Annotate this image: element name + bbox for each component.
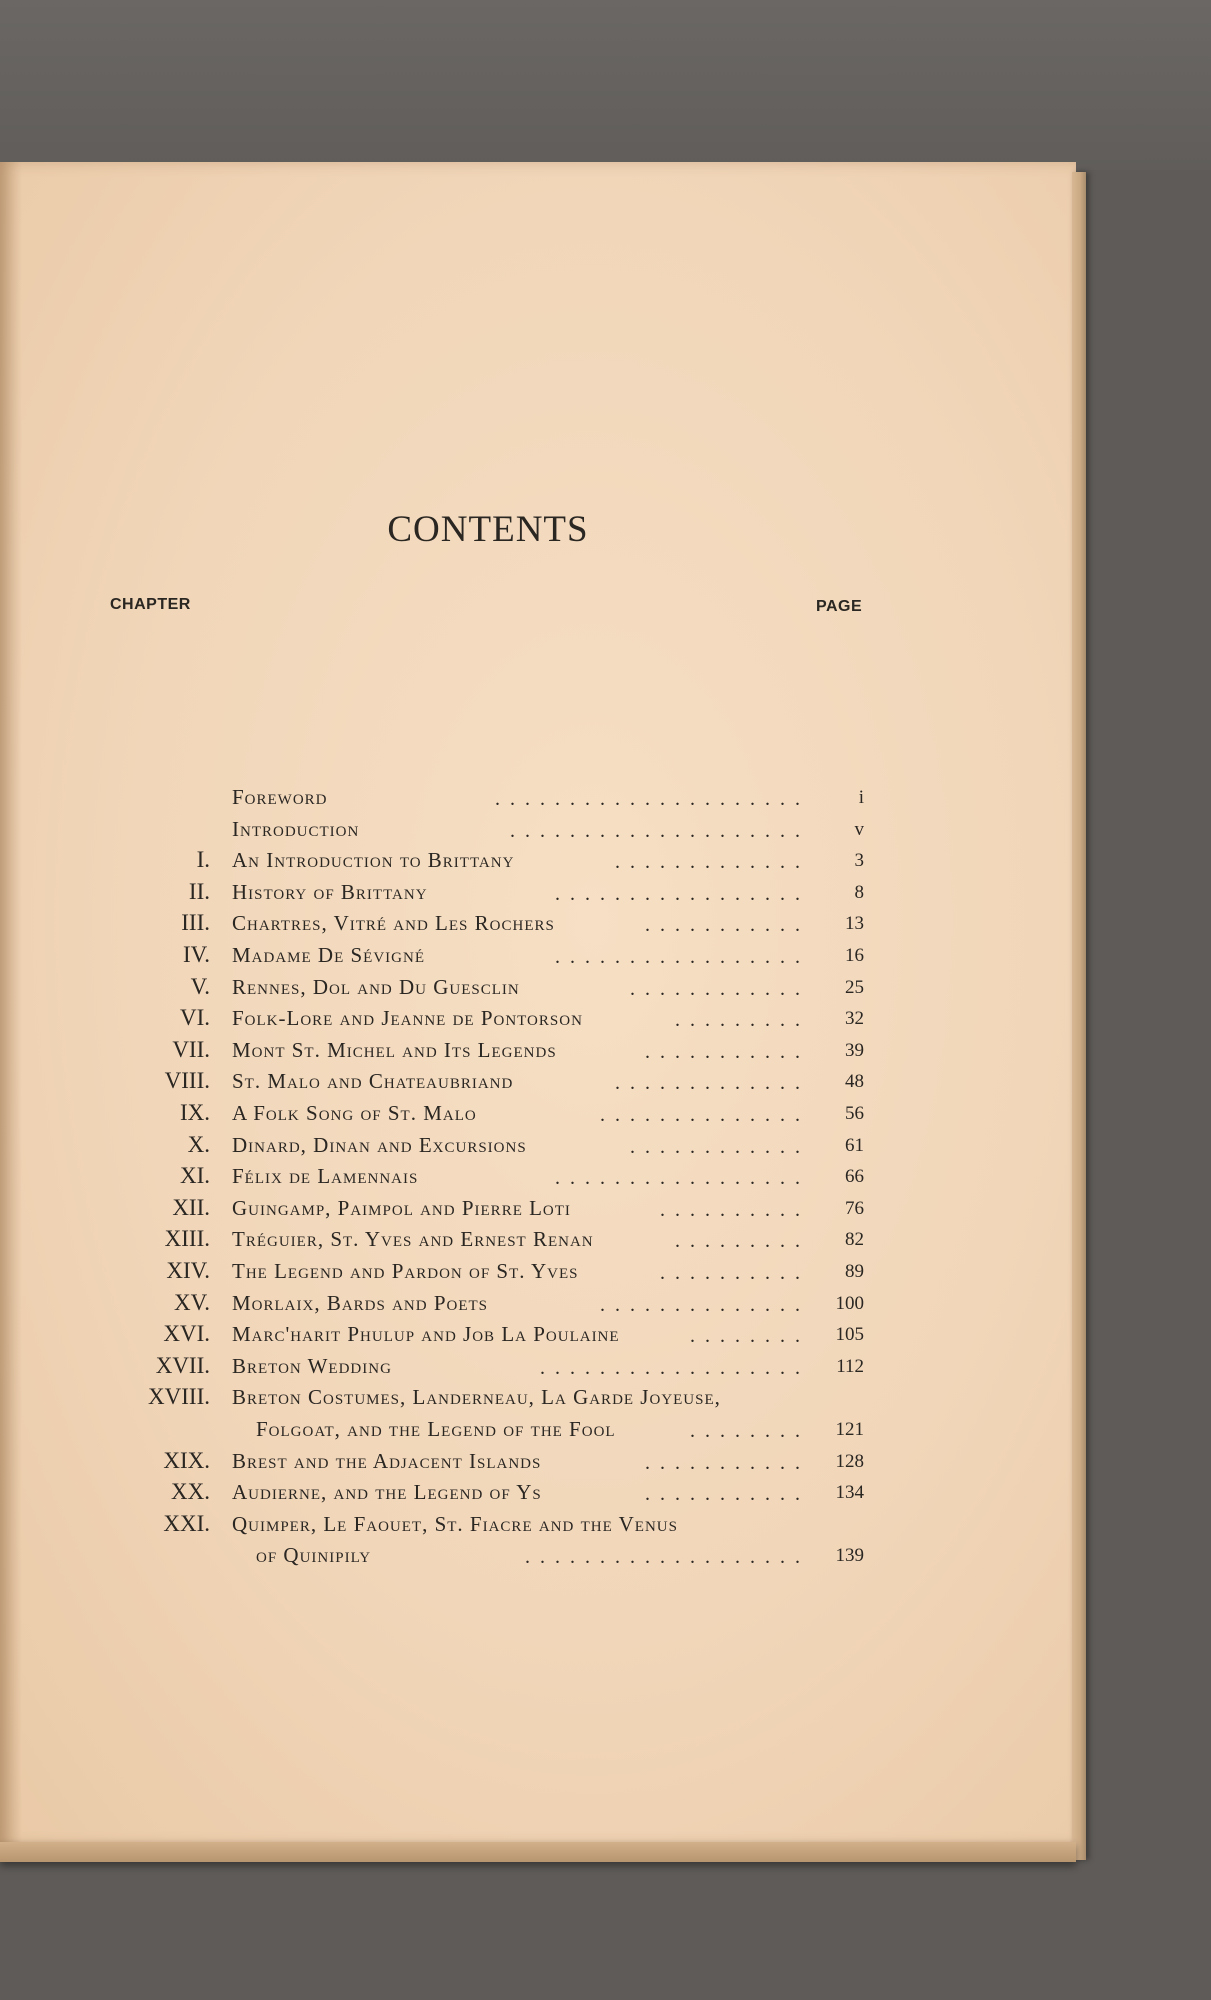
book-page: [0, 162, 1076, 1846]
chapter-title: Foreword: [232, 785, 328, 809]
chapter-title: Chartres, Vitré and Les Rochers: [232, 911, 555, 936]
toc-entry: [0, 1384, 1076, 1414]
chapter-title: St. Malo and Chateaubriand: [232, 1069, 514, 1094]
leader-dots: ............: [630, 977, 810, 1000]
chapter-column-header: CHAPTER: [110, 596, 191, 613]
chapter-number: XVIII.: [148, 1384, 210, 1410]
chapter-title: Guingamp, Paimpol and Pierre Loti: [232, 1195, 571, 1220]
chapter-title: Morlaix, Bards and Poets: [232, 1290, 489, 1315]
page-number: 48: [845, 1071, 864, 1093]
page-number: 76: [845, 1197, 864, 1219]
chapter-title: History of Brittany: [232, 879, 428, 904]
page-number: 16: [845, 945, 864, 966]
chapter-title: Breton Costumes, Landerneau, La Garde Joyeuse,: [232, 1385, 721, 1410]
leader-dots: ...........: [645, 1040, 810, 1063]
chapter-number: XV.: [173, 1289, 210, 1315]
toc-entry: [0, 1195, 1076, 1225]
toc-entry: [0, 1005, 1076, 1035]
leader-dots: .................: [555, 1167, 810, 1190]
chapter-title: Dinard, Dinan and Excursions: [232, 1132, 527, 1157]
chapter-title: The Legend and Pardon of St. Yves: [232, 1259, 579, 1283]
toc-entry: [0, 1132, 1076, 1162]
chapter-number: XVII.: [155, 1352, 210, 1378]
leader-dots: .............: [615, 851, 810, 874]
chapter-number: VIII.: [164, 1068, 210, 1094]
chapter-title: Tréguier, St. Yves and Ernest Renan: [232, 1227, 594, 1252]
leader-dots: .........: [675, 1009, 810, 1032]
page-number: 56: [845, 1103, 864, 1124]
chapter-number: XII.: [172, 1194, 210, 1220]
leader-dots: ........: [690, 1420, 810, 1442]
toc-entry: [0, 910, 1076, 940]
chapter-title: Madame De Sévigné: [232, 943, 425, 967]
page-column-header: PAGE: [816, 598, 863, 615]
toc-entry: [0, 1068, 1076, 1098]
toc-entry: [0, 784, 1076, 814]
chapter-number: XXI.: [163, 1510, 210, 1536]
page-number: 39: [845, 1039, 864, 1061]
page-number: 13: [845, 913, 864, 935]
leader-dots: ..........: [660, 1198, 810, 1221]
page-number: 139: [835, 1545, 864, 1567]
toc-entry: [0, 1479, 1076, 1509]
chapter-number: XI.: [179, 1163, 210, 1189]
chapter-number: III.: [181, 910, 210, 936]
page-number: 105: [835, 1324, 864, 1346]
leader-dots: ..................: [540, 1356, 810, 1379]
toc-entry: [0, 1416, 1076, 1446]
toc-entry: [0, 1100, 1076, 1130]
chapter-title: Marc'harit Phulup and Job La Poulaine: [232, 1322, 620, 1347]
chapter-title: Folk-Lore and Jeanne de Pontorson: [232, 1006, 583, 1031]
page-number: 89: [845, 1261, 864, 1282]
chapter-title: Introduction: [232, 816, 360, 841]
toc-entry: [0, 1258, 1076, 1288]
toc-entry: [0, 816, 1076, 846]
page-number: 121: [835, 1419, 864, 1440]
toc-entry: [0, 1321, 1076, 1351]
page-number: 61: [845, 1134, 864, 1156]
toc-entry: [0, 1226, 1076, 1256]
leader-dots: ..............: [600, 1293, 810, 1316]
chapter-number: I.: [196, 847, 210, 873]
chapter-number: V.: [190, 973, 210, 999]
page-number: 66: [845, 1166, 864, 1188]
toc-entry: [0, 942, 1076, 972]
toc-entry: [0, 1542, 1076, 1572]
toc-entry: [0, 1290, 1076, 1320]
page-number: 32: [845, 1008, 864, 1030]
leader-dots: .................: [555, 946, 810, 968]
chapter-number: VII.: [172, 1036, 210, 1062]
leader-dots: ...........: [645, 914, 810, 937]
chapter-title: Rennes, Dol and Du Guesclin: [232, 974, 520, 999]
chapter-title: of Quinipily: [256, 1543, 372, 1568]
chapter-number: XVI.: [163, 1321, 210, 1347]
leader-dots: ..........: [660, 1262, 810, 1284]
page-number: 82: [845, 1229, 864, 1251]
leader-dots: ............: [630, 1135, 810, 1158]
leader-dots: ...........: [645, 1451, 810, 1474]
chapter-number: IV.: [182, 942, 210, 967]
page-number: 112: [836, 1355, 864, 1377]
chapter-title: Folgoat, and the Legend of the Fool: [256, 1417, 616, 1441]
leader-dots: .................: [555, 882, 810, 905]
toc-entry: [0, 1511, 1076, 1541]
leader-dots: .....................: [495, 788, 810, 810]
chapter-title: Mont St. Michel and Its Legends: [232, 1037, 557, 1062]
toc-entry: [0, 1353, 1076, 1383]
toc-entry: [0, 879, 1076, 909]
leader-dots: ..............: [600, 1104, 810, 1126]
page-number: 25: [845, 976, 864, 998]
page-number: 8: [854, 881, 864, 903]
chapter-number: XIII.: [164, 1226, 210, 1252]
chapter-title: Audierne, and the Legend of Ys: [232, 1480, 542, 1505]
gutter-shadow: [0, 162, 22, 1846]
chapter-title: Quimper, Le Faouet, St. Fiacre and the Venus: [232, 1511, 678, 1536]
leader-dots: .............: [615, 1072, 810, 1095]
chapter-number: XX.: [171, 1479, 210, 1505]
page-number: 134: [835, 1482, 864, 1504]
leader-dots: ........: [690, 1325, 810, 1348]
page-number: 3: [854, 850, 864, 872]
chapter-title: Félix de Lamennais: [232, 1164, 419, 1189]
leader-dots: ....................: [510, 819, 810, 842]
chapter-title: A Folk Song of St. Malo: [232, 1101, 477, 1125]
toc-entry: [0, 1037, 1076, 1067]
leader-dots: ...........: [645, 1483, 810, 1506]
page-number: 100: [835, 1292, 864, 1314]
background-top: [0, 0, 1211, 170]
chapter-title: Brest and the Adjacent Islands: [232, 1448, 542, 1473]
chapter-title: Breton Wedding: [232, 1353, 392, 1378]
chapter-number: XIX.: [163, 1447, 210, 1473]
leader-dots: ...................: [525, 1546, 810, 1569]
toc-entry: [0, 974, 1076, 1004]
chapter-number: IX.: [179, 1100, 210, 1125]
page-number: 128: [835, 1450, 864, 1472]
toc-entry: [0, 847, 1076, 877]
chapter-number: VI.: [179, 1005, 210, 1031]
toc-entry: [0, 1163, 1076, 1193]
page-edge-bottom: [0, 1842, 1076, 1862]
leader-dots: .........: [675, 1230, 810, 1253]
page-number: v: [854, 818, 864, 840]
page-number: i: [858, 787, 864, 808]
chapter-number: XIV.: [166, 1258, 210, 1283]
toc-entry: [0, 1448, 1076, 1478]
chapter-number: X.: [187, 1131, 210, 1157]
chapter-title: An Introduction to Brittany: [232, 848, 515, 873]
chapter-number: II.: [188, 878, 210, 904]
page-title: CONTENTS: [387, 509, 589, 550]
